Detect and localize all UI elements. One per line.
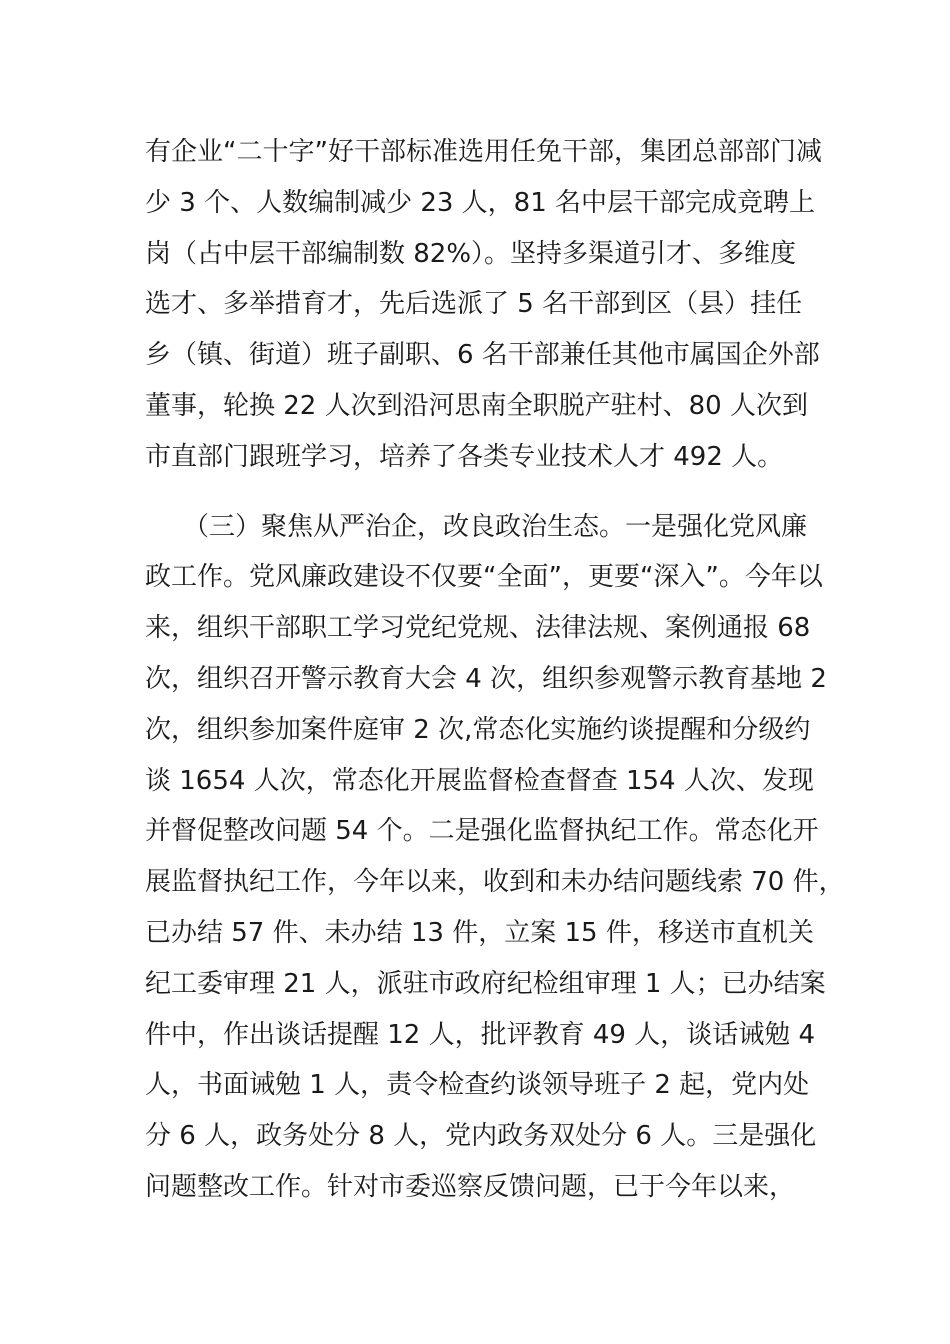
text-line: 政工作。党风廉政建设不仅要“全面”，更要“深入”。今年以	[145, 562, 823, 593]
paragraph-strict-governance	[145, 502, 845, 1213]
text-line: 岗（占中层干部编制数 82%）。坚持多渠道引才、多维度	[145, 238, 797, 269]
text-line: 分 6 人，政务处分 8 人，党内政务双处分 6 人。三是强化	[145, 1121, 817, 1152]
text-line: 次，组织参加案件庭审 2 次,常态化实施约谈提醒和分级约	[145, 714, 811, 745]
text-line: 来，组织干部职工学习党纪党规、法律法规、案例通报 68	[145, 613, 811, 644]
text-line-heading: （三）聚焦从严治企，改良政治生态。一是强化党风廉	[183, 511, 808, 542]
text-line: 并督促整改问题 54 个。二是强化监督执纪工作。常态化开	[145, 816, 819, 847]
text-line: 问题整改工作。针对市委巡察反馈问题，已于今年以来，	[145, 1171, 796, 1202]
text-line: 件中，作出谈话提醒 12 人，批评教育 49 人，谈话诫勉 4	[145, 1019, 816, 1050]
text-line: 谈 1654 人次，常态化开展监督检查督查 154 人次、发现	[145, 765, 814, 796]
paragraph-gap	[145, 483, 825, 502]
text-line: 纪工委审理 21 人，派驻市政府纪检组审理 1 人；已办结案	[145, 968, 826, 999]
text-line: 董事，轮换 22 人次到沿河思南全职脱产驻村、80 人次到	[145, 390, 808, 421]
paragraph-cadre-selection	[145, 127, 825, 483]
document-body	[145, 127, 845, 1213]
text-line: 展监督执纪工作，今年以来，收到和未办结问题线索 70 件，	[145, 867, 845, 898]
text-line: 选才、多举措育才，先后选派了 5 名干部到区（县）挂任	[145, 289, 803, 320]
text-line: 乡（镇、街道）班子副职、6 名干部兼任其他市属国企外部	[145, 340, 820, 371]
text-line: 市直部门跟班学习，培养了各类专业技术人才 492 人。	[145, 441, 784, 472]
text-line: 少 3 个、人数编制减少 23 人，81 名中层干部完成竞聘上	[145, 187, 816, 218]
text-line: 人，书面诫勉 1 人，责令检查约谈领导班子 2 起，党内处	[145, 1070, 810, 1101]
text-line: 有企业“二十字”好干部标准选用任免干部，集团总部部门减	[145, 137, 822, 167]
text-line: 次，组织召开警示教育大会 4 次，组织参观警示教育基地 2	[145, 663, 827, 694]
text-line: 已办结 57 件、未办结 13 件，立案 15 件，移送市直机关	[145, 917, 814, 948]
